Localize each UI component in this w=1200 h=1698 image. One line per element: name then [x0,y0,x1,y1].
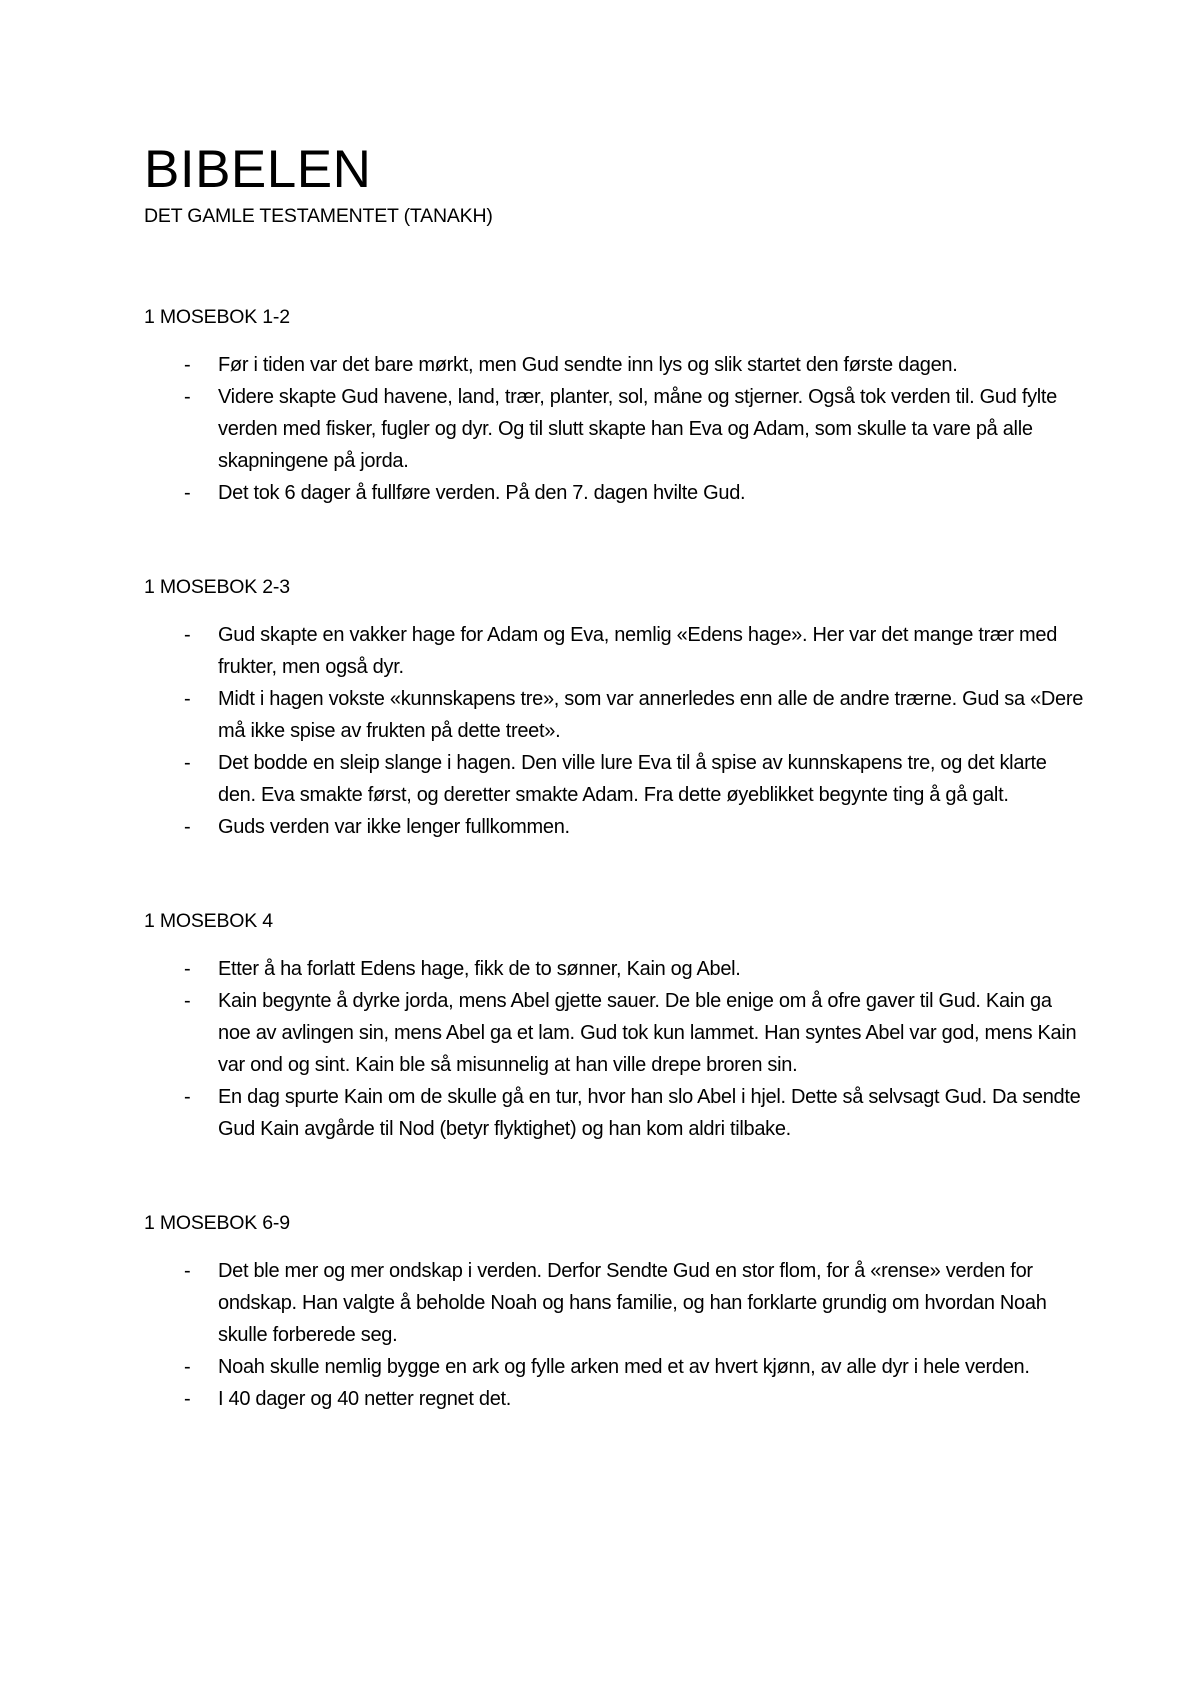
section-mosebok-2-3 [144,571,1084,843]
list-item [144,985,1084,1081]
document-content [144,140,1084,1477]
list-item [144,683,1084,747]
bullet-list [144,1255,1084,1415]
list-item-text: Etter å ha forlatt Edens hage, fikk de to sønner, Kain og Abel. [218,958,741,980]
bullet-dash: - [184,482,191,504]
bullet-dash: - [184,354,191,376]
list-item [144,953,1084,985]
list-item [144,477,1084,509]
bullet-dash: - [184,752,191,774]
section-heading: 1 MOSEBOK 1-2 [144,306,290,328]
document-title: BIBELEN [144,140,372,199]
list-item [144,1255,1084,1351]
list-item-text: Videre skapte Gud havene, land, trær, planter, sol, måne og stjerner. Også tok verden til. Gud fylte verden med fisker, fugler og dyr. Og til slutt skapte han Eva og Adam, som skulle ta vare på alle skapningene på jorda. [218,386,1058,472]
document-subtitle: DET GAMLE TESTAMENTET (TANAKH) [144,205,493,227]
bullet-list [144,619,1084,843]
list-item [144,747,1084,811]
list-item-text: Det bodde en sleip slange i hagen. Den ville lure Eva til å spise av kunnskapens tre, og det klarte den. Eva smakte først, og deretter smakte Adam. Fra dette øyeblikket begynte ting å gå galt. [218,752,1047,806]
bullet-dash: - [184,990,191,1012]
list-item-text: I 40 dager og 40 netter regnet det. [218,1388,512,1410]
list-item-text: Guds verden var ikke lenger fullkommen. [218,816,570,838]
list-item [144,1351,1084,1383]
list-item-text: Kain begynte å dyrke jorda, mens Abel gjette sauer. De ble enige om å ofre gaver til Gud. Kain ga noe av avlingen sin, mens Abel ga et lam. Gud tok kun lammet. Han syntes Abel var god, mens Kain var ond og sint. Kain ble så misunnelig at han ville drepe broren sin. [218,990,1077,1076]
list-item [144,1383,1084,1415]
section-heading: 1 MOSEBOK 6-9 [144,1212,290,1234]
bullet-dash: - [184,386,191,408]
list-item-text: Det tok 6 dager å fullføre verden. På den 7. dagen hvilte Gud. [218,482,746,504]
bullet-dash: - [184,958,191,980]
list-item [144,349,1084,381]
bullet-dash: - [184,1086,191,1108]
list-item-text: En dag spurte Kain om de skulle gå en tur, hvor han slo Abel i hjel. Dette så selvsagt Gud. Da sendte Gud Kain avgårde til Nod (betyr flyktighet) og han kom aldri tilbake. [218,1086,1081,1140]
bullet-list [144,349,1084,509]
bullet-dash: - [184,1356,191,1378]
section-heading: 1 MOSEBOK 4 [144,910,273,932]
section-mosebok-1-2 [144,301,1084,509]
list-item-text: Før i tiden var det bare mørkt, men Gud sendte inn lys og slik startet den første dagen. [218,354,958,376]
bullet-dash: - [184,688,191,710]
list-item-text: Noah skulle nemlig bygge en ark og fylle arken med et av hvert kjønn, av alle dyr i hele verden. [218,1356,1030,1378]
bullet-dash: - [184,816,191,838]
list-item [144,619,1084,683]
bullet-dash: - [184,1388,191,1410]
list-item [144,381,1084,477]
section-mosebok-6-9 [144,1207,1084,1415]
bullet-dash: - [184,624,191,646]
list-item-text: Midt i hagen vokste «kunnskapens tre», som var annerledes enn alle de andre trærne. Gud sa «Dere må ikke spise av frukten på dette treet». [218,688,1084,742]
bullet-dash: - [184,1260,191,1282]
list-item-text: Det ble mer og mer ondskap i verden. Derfor Sendte Gud en stor flom, for å «rense» verden for ondskap. Han valgte å beholde Noah og hans familie, og han forklarte grundig om hvordan Noah skulle forberede seg. [218,1260,1047,1346]
section-mosebok-4 [144,905,1084,1145]
bullet-list [144,953,1084,1145]
list-item [144,811,1084,843]
list-item-text: Gud skapte en vakker hage for Adam og Eva, nemlig «Edens hage». Her var det mange trær med frukter, men også dyr. [218,624,1058,678]
list-item [144,1081,1084,1145]
section-heading: 1 MOSEBOK 2-3 [144,576,290,598]
